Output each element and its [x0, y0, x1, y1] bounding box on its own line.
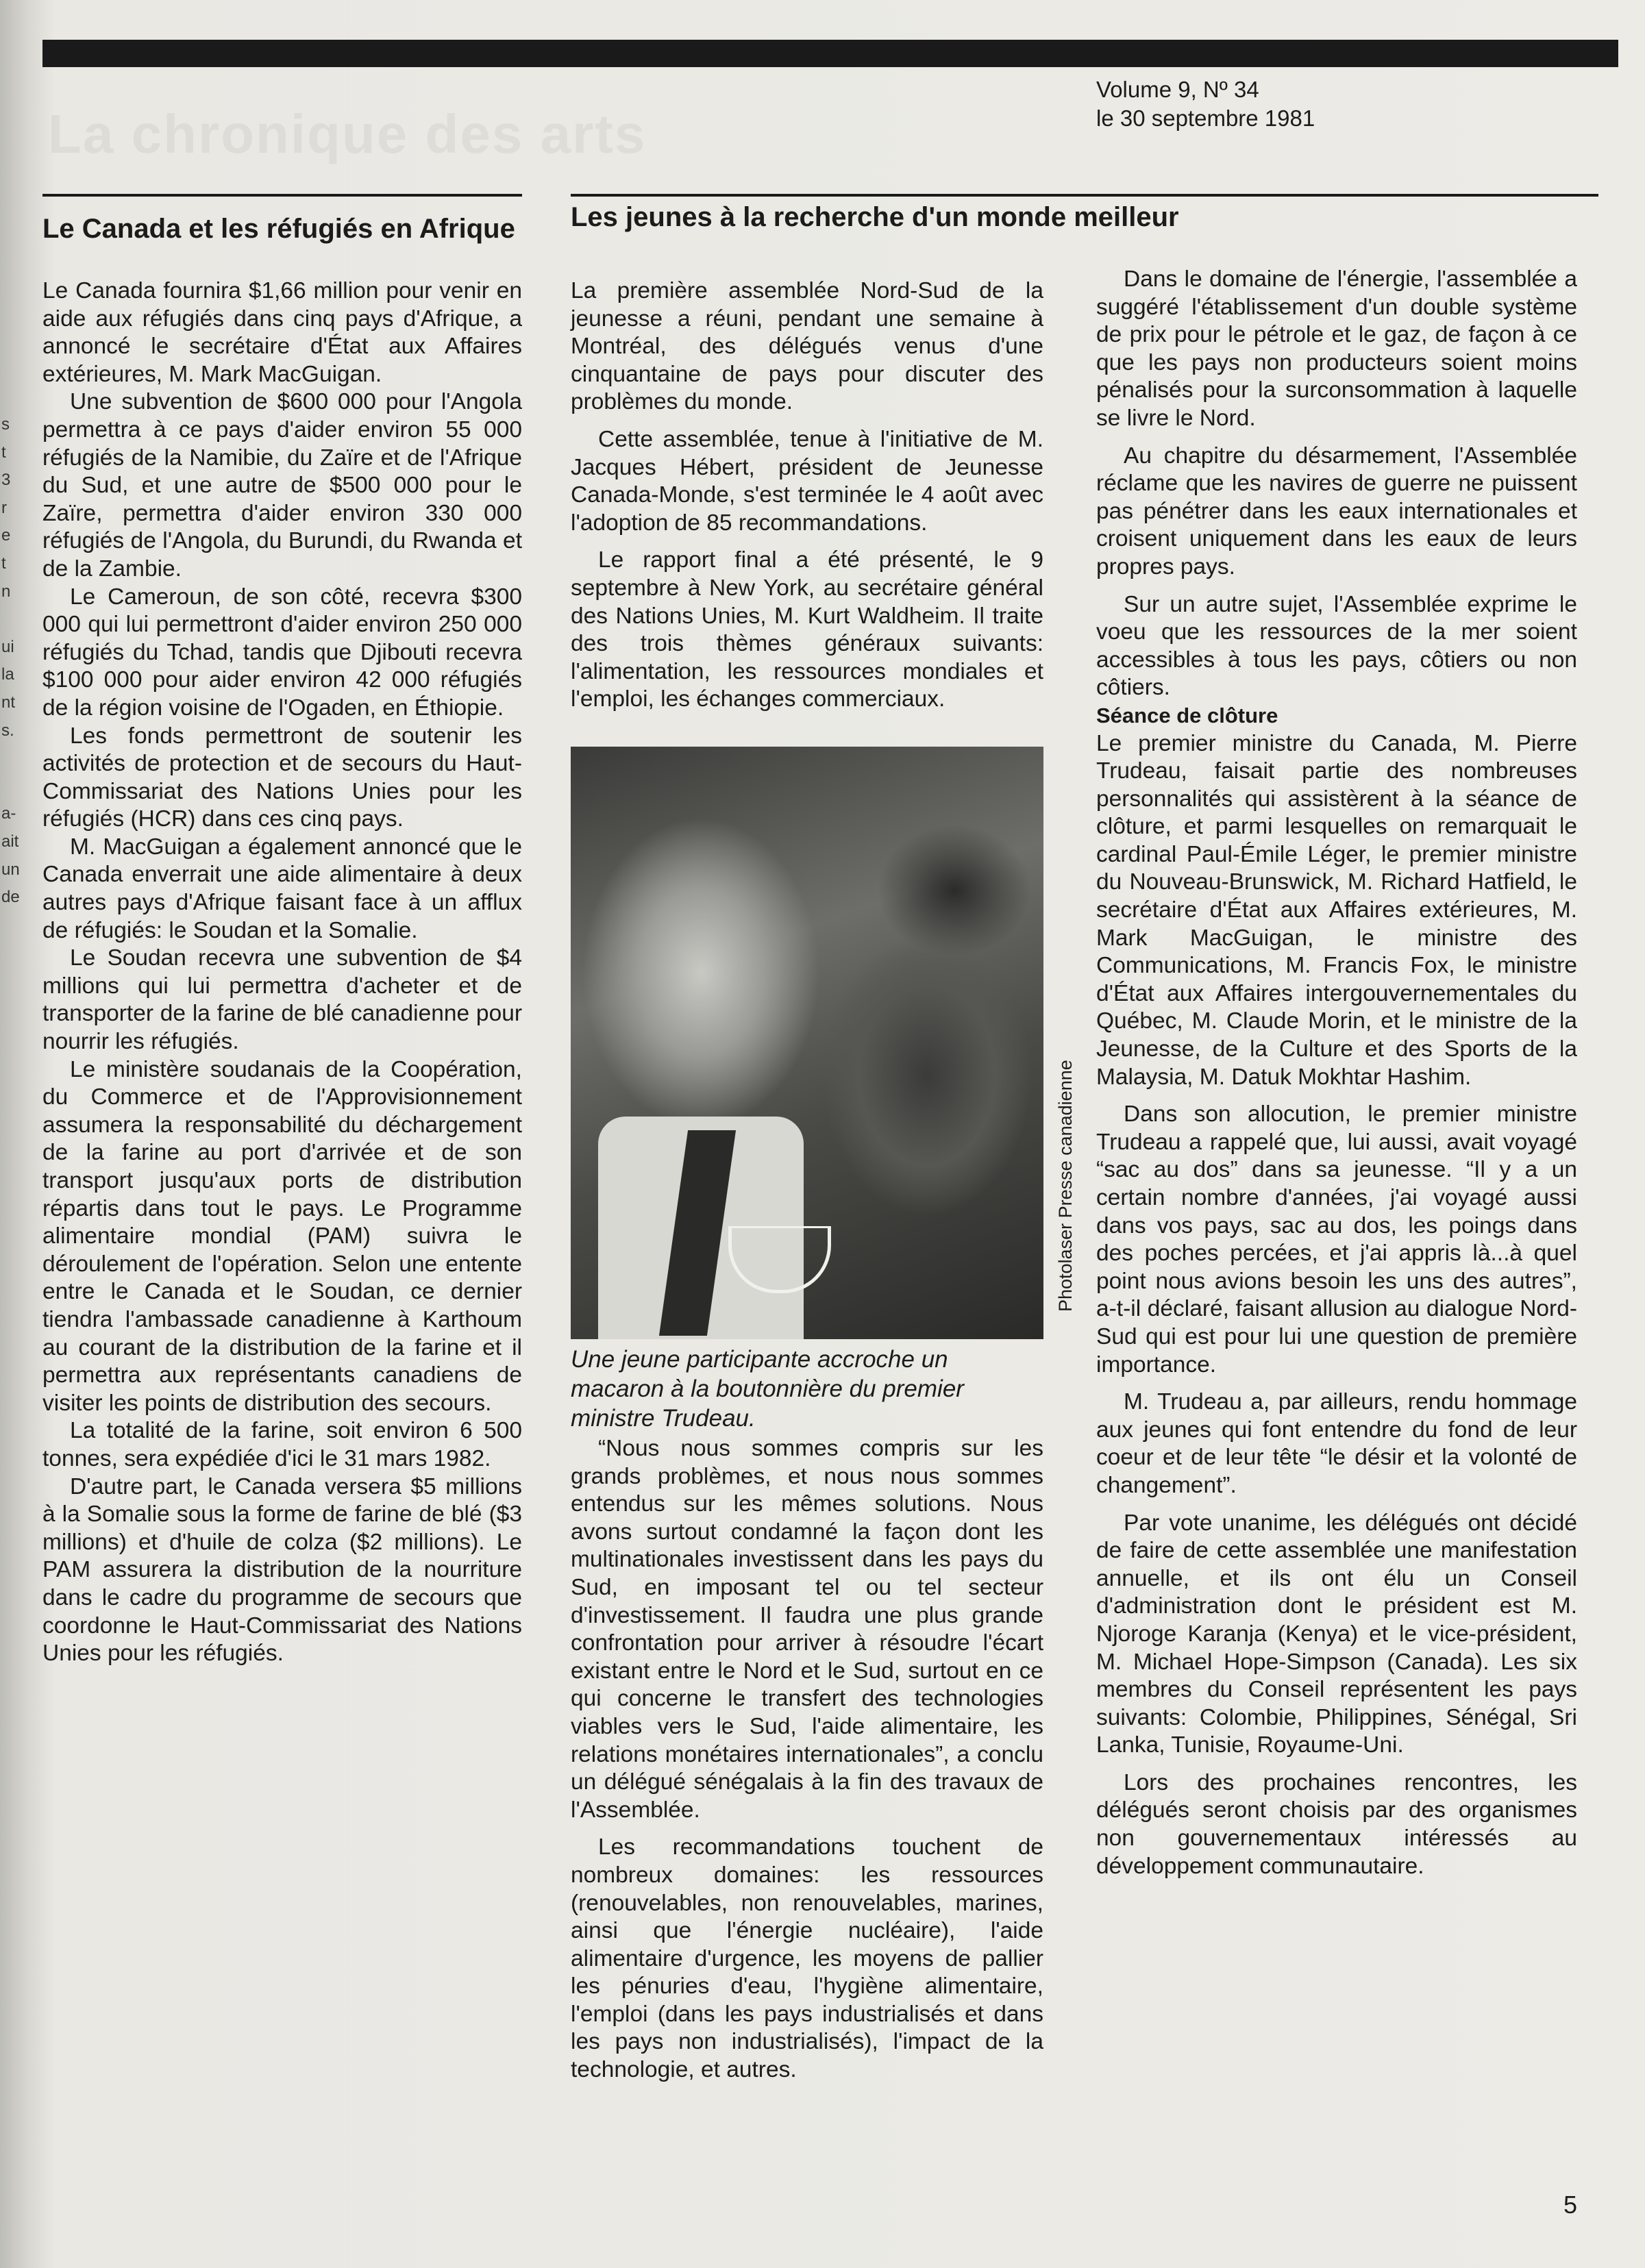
subheading-seance-de-cloture: Séance de clôture [1096, 703, 1278, 727]
paragraph: D'autre part, le Canada versera $5 millions à la Somalie sous la forme de farine de blé ($3 millions) et d'huile de colza ($2 millions). Le PAM assurera la distribution de la nourriture dans le cadre du programme de secours que coordonne le Haut-Commissariat des Nations Unies pour les réfugiés. [42, 1473, 522, 1667]
margin-fragment [1, 606, 25, 634]
article1-body [42, 277, 522, 1668]
paragraph: Cette assemblée, tenue à l'initiative de M. Jacques Hébert, président de Jeunesse Canada-Monde, s'est terminée le 4 août avec l'adoption de 85 recommandations. [571, 426, 1043, 536]
margin-fragment: ui [1, 637, 14, 656]
page-number: 5 [1563, 2191, 1578, 2219]
article1-title: Le Canada et les réfugiés en Afrique [42, 214, 515, 244]
volume-number: Volume 9, Nº 34 [1096, 77, 1259, 102]
margin-fragment: s. [1, 721, 14, 740]
paragraph: Lors des prochaines rencontres, les délégués seront choisis par des organismes non gouvernementaux intéressés au développement communautaire. [1096, 1769, 1577, 1879]
margin-fragment: t [1, 443, 6, 462]
article2-rule [571, 194, 1598, 197]
paragraph: Dans son allocution, le premier ministre Trudeau a rappelé que, lui aussi, avait voyagé “sac au dos” dans sa jeunesse. “Il y a un certain nombre d'années, j'ai voyagé aussi dans vos pays, sac au dos, les poings dans des poches percées, et j'ai appris là...à quel point nous avions besoin les uns des autres”, a-t-il déclaré, faisant allusion au dialogue Nord-Sud qui est pour lui une question de première importance. [1096, 1101, 1577, 1378]
paragraph: Les fonds permettront de soutenir les activités de protection et de secours du Haut-Commissariat des Nations Unies pour les réfugiés (HCR) dans ces cinq pays. [42, 723, 522, 832]
margin-fragment: t [1, 553, 6, 573]
paragraph: Le Cameroun, de son côté, recevra $300 000 qui lui permettront d'aider environ 250 000 réfugiés du Tchad, tandis que Djibouti recevra $100 000 pour aider environ 42 000 réfugiés de la région voisine de l'Ogaden, en Éthiopie. [42, 584, 522, 721]
paragraph: La totalité de la farine, soit environ 6 500 tonnes, sera expédiée d'ici le 31 mars 1982. [42, 1418, 522, 1471]
article2-title: Les jeunes à la recherche d'un monde meilleur [571, 202, 1179, 232]
margin-fragment: n [1, 582, 11, 601]
paragraph: Une subvention de $600 000 pour l'Angola permettra à ce pays d'aider environ 55 000 réfugiés de la Namibie, du Zaïre et de l'Afrique du Sud, et une autre de $500 000 pour le Zaïre, permettra d'aider environ 330 000 réfugiés de l'Angola, du Burundi, du Rwanda et de la Zambie. [42, 389, 522, 582]
margin-fragment [1, 745, 25, 773]
paragraph: M. MacGuigan a également annoncé que le Canada enverrait une aide alimentaire à deux autres pays d'Afrique faisant face à un afflux de réfugiés: le Soudan et la Somalie. [42, 834, 522, 943]
paragraph: Par vote unanime, les délégués ont décidé de faire de cette assemblée une manifestation annuelle, et ils ont élu un Conseil d'administration dont le président est M. Njoroge Karanja (Kenya) et le vice-président, M. Michael Hope-Simpson (Canada). Les six membres du Conseil représentent les pays suivants: Colombie, Philippines, Sénégal, Sri Lanka, Tunisie, Royaume-Uni. [1096, 1510, 1577, 1758]
paragraph: Sur un autre sujet, l'Assemblée exprime le voeu que les ressources de la mer soient accessibles à tous les pays, côtiers ou non côtiers. [1096, 591, 1577, 701]
paragraph: “Nous nous sommes compris sur les grands problèmes, et nous nous sommes entendus sur les mêmes solutions. Nous avons surtout condamné la façon dont les multinationales investissent dans les pays du Sud, en imposant tel ou tel secteur d'investissement. Il faudra une plus grande confrontation pour arriver à résoudre l'écart existant entre le Nord et le Sud, surtout en ce qui concerne le transfert des technologies viables vers le Sud, l'aide alimentaire, les relations monétaires internationales”, a conclu un délégué sénégalais à la fin des travaux de l'Assemblée. [571, 1436, 1043, 1823]
margin-fragment: s [1, 415, 10, 434]
issue-info [1096, 75, 1315, 133]
margin-fragment: e [1, 526, 11, 545]
left-margin-fragments [1, 411, 25, 912]
article2-col2-bottom [571, 1435, 1043, 2084]
margin-fragment: un [1, 860, 20, 879]
margin-fragment [1, 773, 25, 801]
article2-col2-top [571, 277, 1043, 714]
top-rule [42, 40, 1618, 67]
paragraph: Le rapport final a été présenté, le 9 septembre à New York, au secrétaire général des Nations Unies, M. Kurt Waldheim. Il traite des trois thèmes généraux suivants: l'alimentation, les ressources mondiales et l'emploi, les échanges commerciaux. [571, 547, 1043, 712]
paragraph: Le Canada fournira $1,66 million pour venir en aide aux réfugiés dans cinq pays d'Afrique, a annoncé le secrétaire d'État aux Affaires extérieures, M. Mark MacGuigan. [42, 278, 522, 387]
bleed-through-title: La chronique des arts [48, 103, 647, 164]
article1-rule [42, 194, 522, 197]
paragraph: M. Trudeau a, par ailleurs, rendu hommage aux jeunes qui font entendre du fond de leur coeur et de leur tête “le désir et la volonté de changement”. [1096, 1389, 1577, 1498]
paragraph: Dans le domaine de l'énergie, l'assemblée a suggéré l'établissement d'un double système de prix pour le pétrole et le gaz, de façon à ce que les pays non producteurs soient moins pénalisés pour la surconsommation à laquelle se livre le Nord. [1096, 266, 1577, 431]
margin-fragment: de [1, 888, 20, 907]
margin-fragment: a- [1, 804, 16, 823]
margin-fragment: ait [1, 832, 19, 851]
paragraph: Au chapitre du désarmement, l'Assemblée réclame que les navires de guerre ne puissent pas pénétrer dans les eaux internationales et croisent uniquement dans les eaux de leurs propres pays. [1096, 443, 1577, 580]
photo-credit: Photolaser Presse canadienne [1055, 1060, 1076, 1312]
margin-fragment: r [1, 498, 7, 517]
margin-fragment: la [1, 665, 14, 684]
issue-date: le 30 septembre 1981 [1096, 105, 1315, 131]
paragraph: Le Soudan recevra une subvention de $4 millions qui lui permettra d'acheter et de transporter de la farine de blé canadienne pour nourrir les réfugiés. [42, 945, 522, 1055]
photo-caption: Une jeune participante accroche un macaron à la boutonnière du premier ministre Trudeau. [571, 1346, 964, 1432]
paragraph: Les recommandations touchent de nombreux domaines: les ressources (renouvelables, non renouvelables, marines, ainsi que l'énergie nucléaire), l'aide alimentaire d'urgence, les moyens de pallier les pénuries d'eau, l'hygiène alimentaire, l'emploi (dans les pays industrialisés et dans les pays non industrialisés), l'impact de la technologie, et autres. [571, 1834, 1043, 2083]
paragraph: Le ministère soudanais de la Coopération, du Commerce et de l'Approvisionnement assumera la responsabilité du déchargement de la farine au port d'arrivée et de son transport jusqu'aux ports de distribution répartis dans tout le pays. Le Programme alimentaire mondial (PAM) suivra le déroulement de l'opération. Selon une entente entre le Canada et le Soudan, ce dernier tiendra l'ambassade canadienne à Karthoum au courant de la distribution de la farine et il permettra aux représentants canadiens de visiter les points de distribution des secours. [42, 1056, 522, 1416]
margin-fragment: nt [1, 693, 16, 712]
trudeau-photo [571, 747, 1043, 1339]
paragraph: Le premier ministre du Canada, M. Pierre Trudeau, faisait partie des nombreuses personnalités qui assistèrent à la séance de clôture, et parmi lesquelles on remarquait le cardinal Paul-Émile Léger, le premier ministre du Nouveau-Brunswick, M. Richard Hatfield, le secrétaire d'État aux Affaires extérieures, M. Mark MacGuigan, le ministre des Communications, M. Francis Fox, le ministre d'État aux Affaires intergouvernementales du Québec, M. Claude Morin, et le ministre de la Jeunesse, de la Culture et des Sports de la Malaysia, M. Datuk Mokhtar Hashim. [1096, 730, 1577, 1090]
article2-col3 [1096, 266, 1577, 1880]
margin-fragment: 3 [1, 471, 11, 490]
paragraph: La première assemblée Nord-Sud de la jeunesse a réuni, pendant une semaine à Montréal, des délégués venus d'une cinquantaine de pays pour discuter des problèmes du monde. [571, 278, 1043, 415]
